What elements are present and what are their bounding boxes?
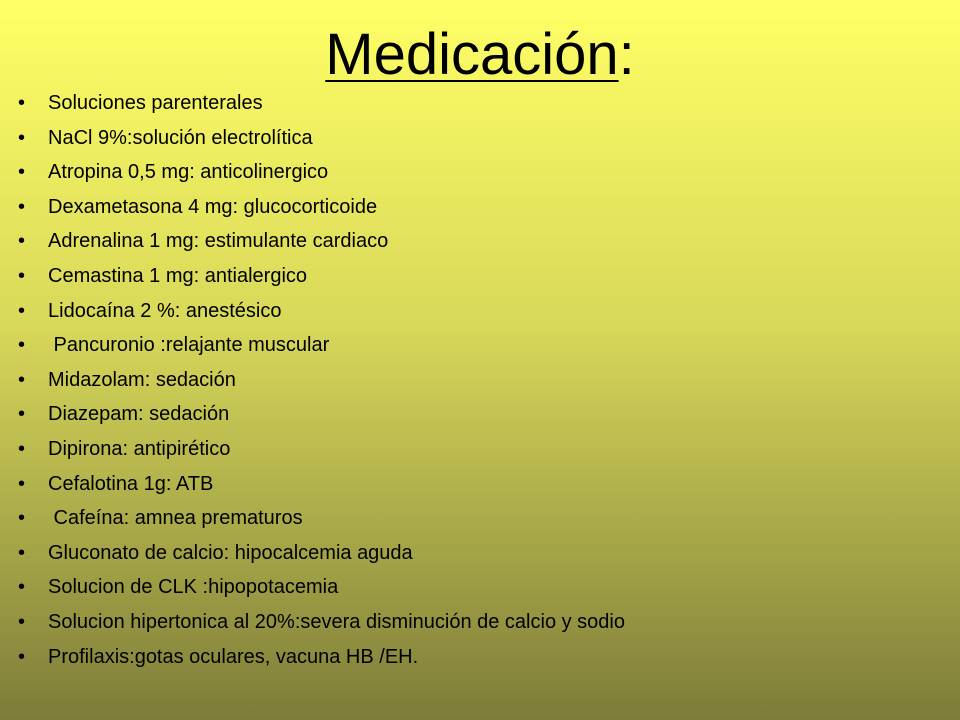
list-item-text: Profilaxis:gotas oculares, vacuna HB /EH. [48,645,419,668]
bullet-icon: • [18,507,26,530]
bullet-icon: • [18,334,26,357]
bullet-icon: • [18,368,26,391]
list-item [18,536,625,571]
bullet-icon: • [18,92,26,114]
list-item-text: Gluconato de calcio: hipocalcemia aguda [48,541,413,564]
list-item-text: Midazolam: sedación [48,368,236,391]
list-item-text: Lidocaína 2 %: anestésico [48,299,282,322]
list-item-text: Solucion hipertonica al 20%:severa disminución de calcio y sodio [48,610,625,633]
list-item [18,294,625,329]
list-item-text: Soluciones parenterales [48,92,263,114]
list-item [18,467,625,502]
list-item [18,397,625,432]
list-item-text: Cefalotina 1g: ATB [48,472,214,495]
bullet-icon: • [18,576,26,599]
bullet-icon: • [18,610,26,633]
list-item [18,432,625,467]
bullet-icon: • [18,195,26,218]
list-item-text: Dexametasona 4 mg: glucocorticoide [48,195,378,218]
list-item [18,155,625,190]
list-item-text: Cemastina 1 mg: antialergico [48,264,308,287]
list-item [18,259,625,294]
list-item [18,570,625,605]
list-item-text: Dipirona: antipirético [48,437,231,460]
page-title-colon: : [618,22,635,87]
bullet-icon: • [18,645,26,668]
bullet-icon: • [18,230,26,253]
list-item-text: NaCl 9%:solución electrolítica [48,126,313,149]
bullet-icon: • [18,437,26,460]
list-item [18,86,625,121]
page-title [0,22,960,87]
bullet-icon: • [18,299,26,322]
list-item-text: Pancuronio :relajante muscular [48,334,330,357]
list-item [18,605,625,640]
page-title-text: Medicación [325,22,619,87]
list-item-text: Cafeína: amnea prematuros [48,507,303,530]
bullet-icon: • [18,161,26,184]
list-item [18,640,625,675]
bullet-icon: • [18,126,26,149]
list-item-text: Diazepam: sedación [48,403,230,426]
bullet-icon: • [18,472,26,495]
bullet-icon: • [18,403,26,426]
list-item [18,121,625,156]
bullet-icon: • [18,541,26,564]
list-item-text: Adrenalina 1 mg: estimulante cardiaco [48,230,389,253]
list-item-text: Atropina 0,5 mg: anticolinergico [48,161,329,184]
bullet-icon: • [18,264,26,287]
list-item [18,501,625,536]
list-item [18,328,625,363]
list-item-text: Solucion de CLK :hipopotacemia [48,576,339,599]
list-item [18,363,625,398]
list-item [18,190,625,225]
medication-list [18,86,625,674]
list-item [18,224,625,259]
